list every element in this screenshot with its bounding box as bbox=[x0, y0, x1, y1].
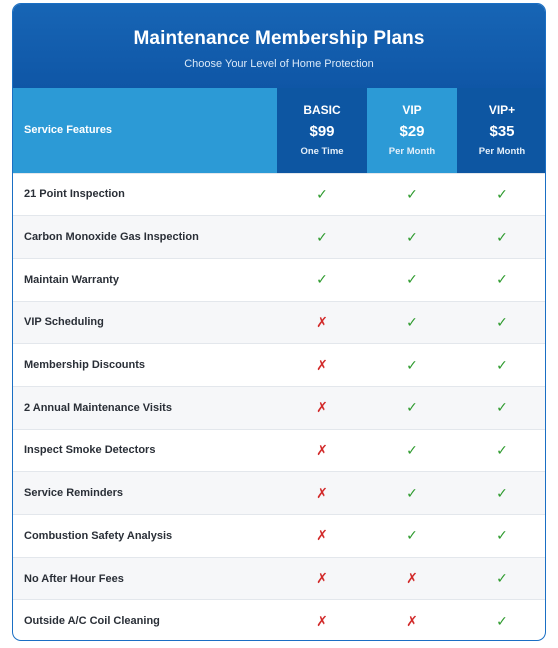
check-icon: ✓ bbox=[496, 185, 508, 202]
feature-rows bbox=[13, 173, 546, 641]
feature-label: Service Reminders bbox=[24, 487, 124, 500]
feature-label: Membership Discounts bbox=[24, 359, 146, 372]
cross-icon: ✗ bbox=[316, 570, 328, 587]
plan-term: Per Month bbox=[478, 146, 526, 158]
check-icon: ✓ bbox=[496, 313, 508, 330]
plan-price: $29 bbox=[399, 123, 425, 141]
check-icon: ✓ bbox=[496, 228, 508, 245]
check-icon: ✓ bbox=[496, 356, 508, 373]
plan-cell bbox=[367, 216, 457, 259]
plan-cell bbox=[367, 515, 457, 558]
membership-plans-card bbox=[12, 3, 546, 641]
plan-price: $99 bbox=[309, 123, 335, 141]
plan-cell bbox=[277, 515, 367, 558]
plan-cell bbox=[457, 386, 546, 429]
plan-cell bbox=[277, 557, 367, 600]
plan-cell bbox=[367, 557, 457, 600]
table-row bbox=[13, 600, 546, 641]
cross-icon: ✗ bbox=[316, 612, 328, 629]
plan-cell bbox=[457, 472, 546, 515]
plan-cell bbox=[277, 216, 367, 259]
plan-cell bbox=[367, 344, 457, 387]
feature-label: Combustion Safety Analysis bbox=[24, 529, 173, 542]
table-header-row bbox=[13, 88, 546, 173]
plan-cell bbox=[367, 301, 457, 344]
cross-icon: ✗ bbox=[316, 356, 328, 373]
plan-cell bbox=[457, 301, 546, 344]
check-icon: ✓ bbox=[496, 570, 508, 587]
table-row bbox=[13, 258, 546, 301]
plan-cell bbox=[457, 557, 546, 600]
plan-name: VIP+ bbox=[488, 103, 516, 118]
page-title: Maintenance Membership Plans bbox=[133, 28, 425, 49]
check-icon: ✓ bbox=[496, 527, 508, 544]
table-row bbox=[13, 173, 546, 216]
plan-cell bbox=[367, 386, 457, 429]
check-icon: ✓ bbox=[406, 441, 418, 458]
table-row bbox=[13, 344, 546, 387]
plan-price: $35 bbox=[489, 123, 515, 141]
table-row bbox=[13, 216, 546, 259]
plan-cell bbox=[367, 472, 457, 515]
check-icon: ✓ bbox=[496, 399, 508, 416]
feature-label: Maintain Warranty bbox=[24, 273, 119, 286]
feature-label: No After Hour Fees bbox=[24, 572, 124, 585]
plan-cell bbox=[457, 600, 546, 641]
check-icon: ✓ bbox=[406, 484, 418, 501]
plans-comparison-table bbox=[13, 88, 546, 641]
check-icon: ✓ bbox=[496, 612, 508, 629]
plan-name: BASIC bbox=[303, 103, 341, 118]
plan-term: One Time bbox=[300, 146, 344, 158]
plan-cell bbox=[277, 600, 367, 641]
plan-cell bbox=[277, 173, 367, 216]
plan-cell bbox=[277, 258, 367, 301]
plan-cell bbox=[367, 600, 457, 641]
check-icon: ✓ bbox=[496, 484, 508, 501]
cross-icon: ✗ bbox=[406, 612, 418, 629]
feature-column-header: Service Features bbox=[13, 88, 277, 173]
plan-name: VIP bbox=[402, 103, 422, 118]
plan-cell bbox=[457, 258, 546, 301]
plan-cell bbox=[277, 301, 367, 344]
check-icon: ✓ bbox=[406, 527, 418, 544]
feature-label: Carbon Monoxide Gas Inspection bbox=[24, 231, 199, 244]
cross-icon: ✗ bbox=[316, 399, 328, 416]
feature-label: 21 Point Inspection bbox=[24, 188, 125, 201]
check-icon: ✓ bbox=[406, 399, 418, 416]
feature-label: 2 Annual Maintenance Visits bbox=[24, 401, 172, 414]
check-icon: ✓ bbox=[406, 185, 418, 202]
table-row bbox=[13, 472, 546, 515]
table-row bbox=[13, 515, 546, 558]
feature-label: Inspect Smoke Detectors bbox=[24, 444, 156, 457]
feature-label: VIP Scheduling bbox=[24, 316, 104, 329]
table-row bbox=[13, 386, 546, 429]
cross-icon: ✗ bbox=[316, 313, 328, 330]
plan-header-basic bbox=[277, 88, 367, 173]
plan-cell bbox=[367, 258, 457, 301]
check-icon: ✓ bbox=[406, 356, 418, 373]
check-icon: ✓ bbox=[406, 313, 418, 330]
cross-icon: ✗ bbox=[316, 484, 328, 501]
plan-cell bbox=[367, 429, 457, 472]
page-subtitle: Choose Your Level of Home Protection bbox=[184, 58, 374, 70]
check-icon: ✓ bbox=[316, 271, 328, 288]
plan-cell bbox=[457, 216, 546, 259]
table-row bbox=[13, 429, 546, 472]
plans-banner bbox=[13, 4, 545, 88]
check-icon: ✓ bbox=[496, 271, 508, 288]
plan-term: Per Month bbox=[388, 146, 436, 158]
plan-cell bbox=[457, 344, 546, 387]
plan-header-vip-plus bbox=[457, 88, 546, 173]
check-icon: ✓ bbox=[316, 228, 328, 245]
table-row bbox=[13, 301, 546, 344]
check-icon: ✓ bbox=[406, 228, 418, 245]
plan-cell bbox=[277, 429, 367, 472]
plan-cell bbox=[277, 344, 367, 387]
plan-cell bbox=[457, 173, 546, 216]
cross-icon: ✗ bbox=[406, 570, 418, 587]
table-row bbox=[13, 557, 546, 600]
cross-icon: ✗ bbox=[316, 441, 328, 458]
check-icon: ✓ bbox=[496, 441, 508, 458]
plan-cell bbox=[367, 173, 457, 216]
plan-cell bbox=[277, 472, 367, 515]
cross-icon: ✗ bbox=[316, 527, 328, 544]
plan-header-vip bbox=[367, 88, 457, 173]
plan-cell bbox=[457, 429, 546, 472]
feature-label: Outside A/C Coil Cleaning bbox=[24, 615, 160, 628]
plan-cell bbox=[277, 386, 367, 429]
check-icon: ✓ bbox=[316, 185, 328, 202]
plan-cell bbox=[457, 515, 546, 558]
check-icon: ✓ bbox=[406, 271, 418, 288]
